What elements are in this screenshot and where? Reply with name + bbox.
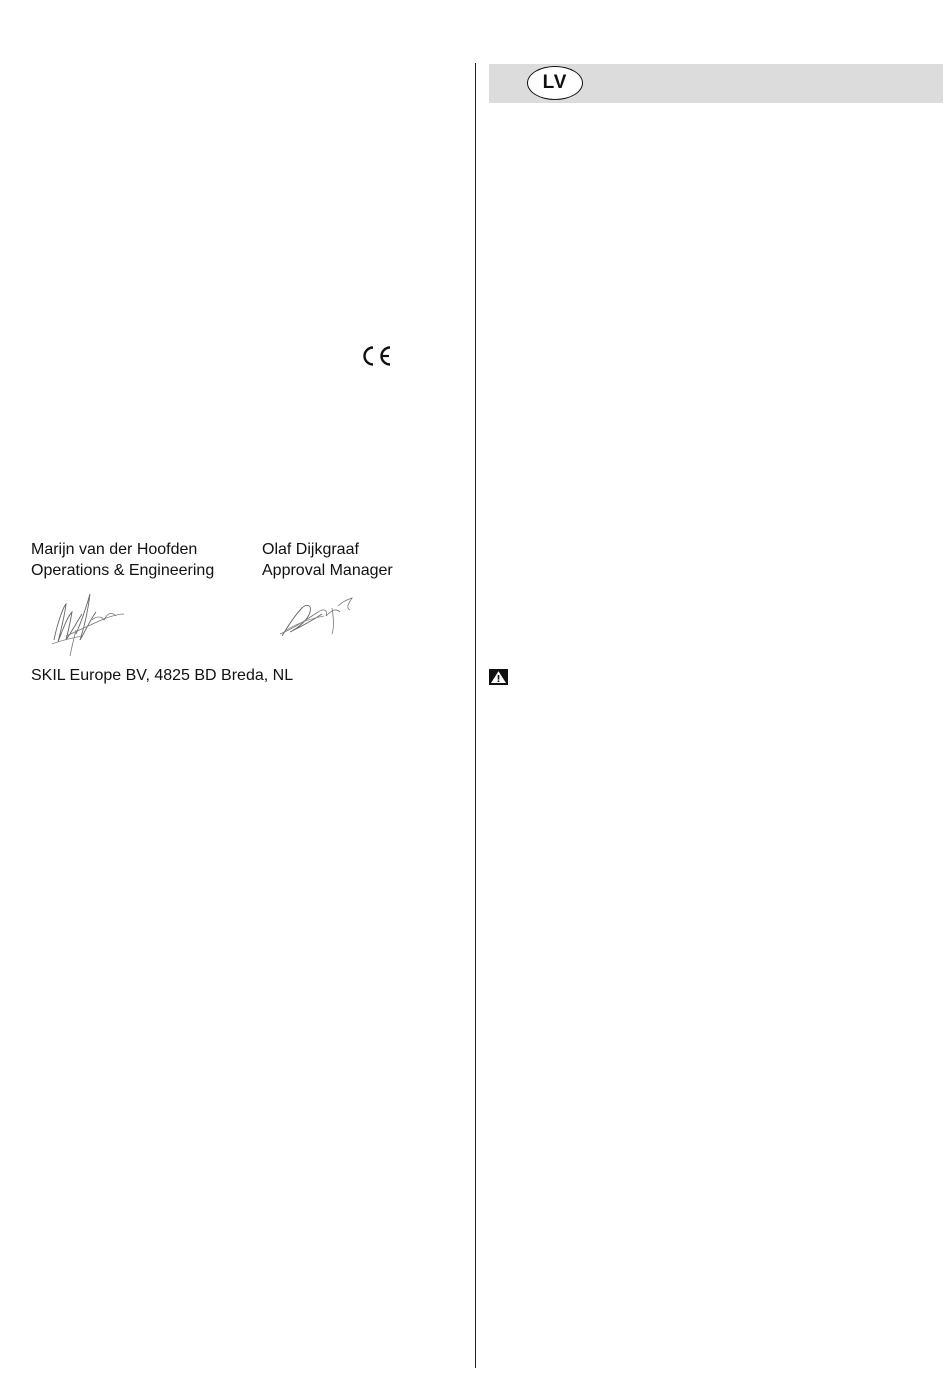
signatory-name: Olaf Dijkgraaf	[262, 541, 359, 558]
signatory-left	[31, 539, 214, 581]
language-header-bar	[489, 64, 943, 103]
warning-triangle-icon	[489, 669, 508, 685]
ce-mark-icon	[360, 344, 394, 368]
signature-right	[276, 590, 356, 640]
column-divider	[475, 63, 476, 1368]
language-badge: LV	[527, 66, 583, 100]
signatory-right	[262, 539, 393, 581]
signature-left	[46, 590, 130, 658]
signatory-name: Marijn van der Hoofden	[31, 541, 198, 558]
company-address: SKIL Europe BV, 4825 BD Breda, NL	[31, 667, 294, 684]
signatory-title: Approval Manager	[262, 562, 393, 579]
signatory-title: Operations & Engineering	[31, 562, 215, 579]
